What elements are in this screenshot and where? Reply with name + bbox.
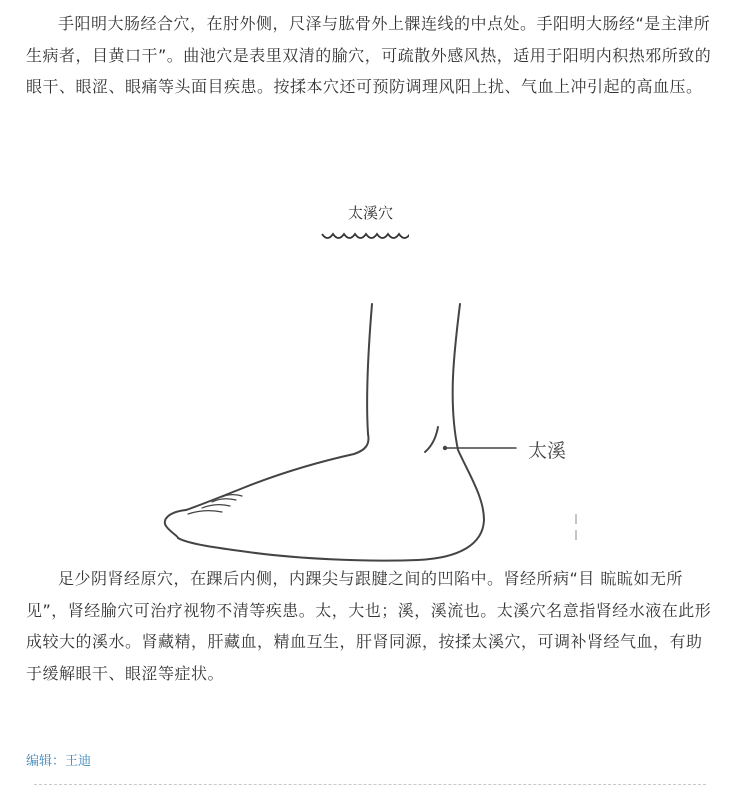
editor-credit: 编辑：王迪 [26, 754, 92, 769]
foot-illustration [148, 262, 588, 562]
paragraph-taixi: 足少阴肾经原穴，在踝后内侧，内踝尖与跟腱之间的凹陷中。肾经所病“目 䀮䀮如无所见”，肾经腧穴可治疗视物不清等疾患。太，大也；溪，溪流也。太溪穴名意指肾经水液在此形成较大的溪水。肾藏精，肝藏血，精血互生，肝肾同源，按揉太溪穴，可调补肾经气血，有助于缓解眼干、眼涩等症状。 [26, 569, 712, 683]
leg-front-line [186, 304, 372, 510]
wave-divider [319, 228, 409, 242]
acupoint-dot [443, 446, 447, 450]
ankle-mark [425, 427, 438, 452]
figure-caption: 太溪穴 [347, 204, 393, 222]
heel-sole-line [178, 304, 484, 561]
dashed-divider [34, 784, 706, 785]
paragraph-quchi: 手阳明大肠经合穴，在肘外侧，尺泽与肱骨外上髁连线的中点处。手阳明大肠经“是主津所生病者，目黄口干”。曲池穴是表里双清的腧穴，可疏散外感风热，适用于阳明内积热邪所致的眼干、眼涩、眼痛等头面目疾患。按揉本穴还可预防调理风阳上扰、气血上冲引起的高血压。 [26, 14, 712, 96]
figure-label: 太溪 [528, 440, 567, 462]
big-toe-line [165, 510, 186, 538]
